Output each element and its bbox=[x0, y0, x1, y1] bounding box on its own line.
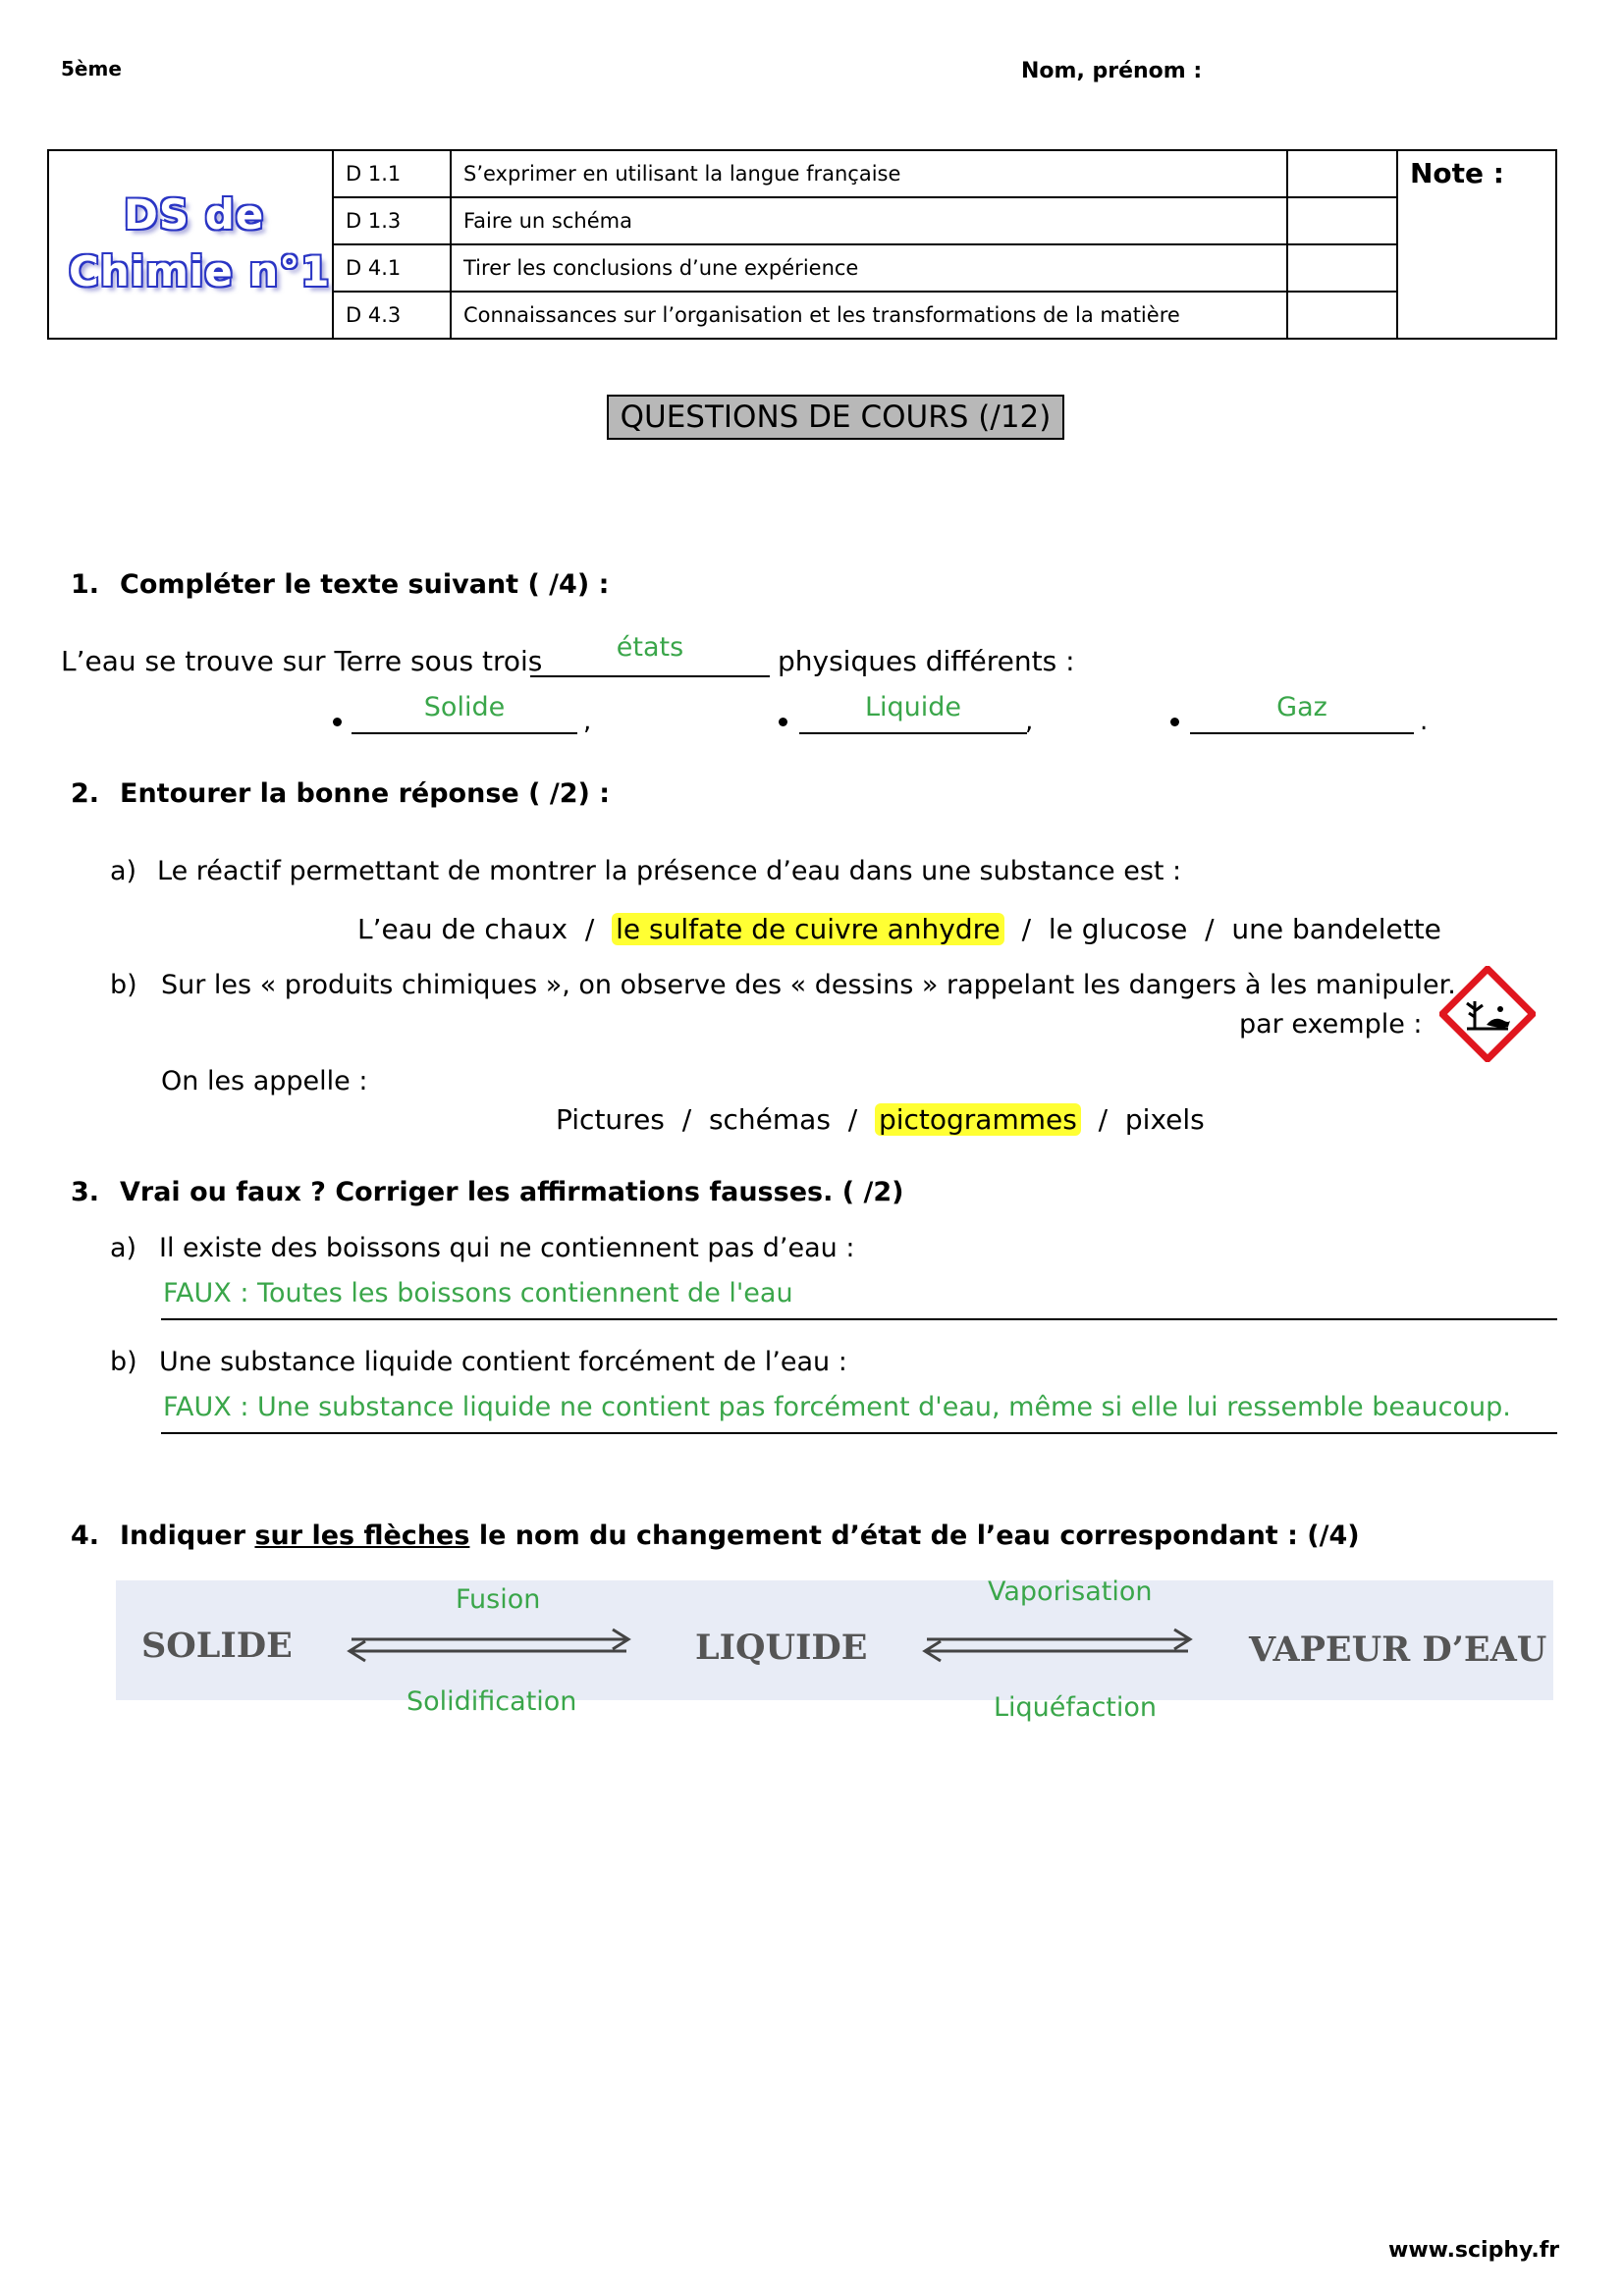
double-arrow-solid-liquid-icon bbox=[342, 1626, 636, 1665]
q1-answer-3: Gaz bbox=[1276, 692, 1327, 722]
q1-number: 1. bbox=[71, 569, 100, 600]
q1-sentence-start: L’eau se trouve sur Terre sous trois bbox=[61, 645, 543, 677]
q3b-answer-line bbox=[161, 1432, 1557, 1434]
q3a-answer-line bbox=[161, 1318, 1557, 1320]
q2b-option-selected[interactable]: pictogrammes bbox=[875, 1103, 1081, 1136]
q4-title bbox=[120, 1521, 1360, 1551]
q3b-text: Une substance liquide contient forcément de l’eau : bbox=[159, 1347, 847, 1377]
competency-score-cell[interactable] bbox=[1287, 150, 1397, 197]
q4-title-suffix: le nom du changement d’état de l’eau correspondant : (/4) bbox=[478, 1521, 1360, 1551]
competency-score-cell[interactable] bbox=[1287, 197, 1397, 244]
state-vapour: VAPEUR D’EAU bbox=[1249, 1629, 1547, 1670]
state-liquid: LIQUIDE bbox=[695, 1628, 868, 1668]
q2b-text: Sur les « produits chimiques », on observe des « dessins » rappelant les dangers à les manipuler. bbox=[161, 970, 1456, 1000]
q1-answer-blank-3[interactable] bbox=[1190, 692, 1414, 734]
q2b-option[interactable]: schémas bbox=[708, 1103, 831, 1136]
q1-answer-states: états bbox=[616, 632, 684, 663]
q2-title: Entourer la bonne réponse ( /2) : bbox=[120, 778, 611, 809]
q2a-label: a) bbox=[110, 856, 137, 886]
section-title: QUESTIONS DE COURS (/12) bbox=[607, 395, 1064, 440]
name-label: Nom, prénom : bbox=[1021, 59, 1203, 83]
q2a-text: Le réactif permettant de montrer la présence d’eau dans une substance est : bbox=[157, 856, 1182, 886]
logo-line-2: Chimie n°1 bbox=[69, 247, 331, 295]
q4-title-underlined: sur les flèches bbox=[254, 1521, 470, 1551]
bullet bbox=[779, 718, 787, 726]
competency-label: S’exprimer en utilisant la langue française bbox=[451, 150, 1287, 197]
label-vaporisation[interactable]: Vaporisation bbox=[988, 1576, 1153, 1607]
label-fusion[interactable]: Fusion bbox=[456, 1584, 541, 1615]
competency-code: D 1.3 bbox=[333, 197, 451, 244]
competency-code: D 1.1 bbox=[333, 150, 451, 197]
comma: , bbox=[1025, 707, 1034, 736]
q2-number: 2. bbox=[71, 778, 100, 809]
competency-code: D 4.3 bbox=[333, 292, 451, 339]
q3a-answer[interactable]: FAUX : Toutes les boissons contiennent de l'eau bbox=[163, 1278, 793, 1308]
double-arrow-liquid-vapour-icon bbox=[917, 1626, 1198, 1665]
q2a-option[interactable]: une bandelette bbox=[1231, 913, 1441, 945]
label-solidification[interactable]: Solidification bbox=[406, 1686, 577, 1717]
q3b-label: b) bbox=[110, 1347, 137, 1377]
bullet bbox=[1170, 718, 1179, 726]
q1-answer-2: Liquide bbox=[864, 692, 962, 722]
q3-title: Vrai ou faux ? Corriger les affirmations fausses. ( /2) bbox=[120, 1177, 904, 1207]
q1-answer-blank-states[interactable] bbox=[530, 632, 770, 677]
note-cell[interactable] bbox=[1397, 150, 1556, 339]
q1-answer-blank-1[interactable] bbox=[352, 692, 577, 734]
logo-cell bbox=[48, 150, 333, 339]
competency-code: D 4.1 bbox=[333, 244, 451, 292]
footer-website[interactable]: www.sciphy.fr bbox=[1388, 2238, 1560, 2263]
q2b-label: b) bbox=[110, 970, 137, 1000]
q2b-option[interactable]: pixels bbox=[1124, 1103, 1205, 1136]
q2b-options: Pictures / schémas / pictogrammes / pixels bbox=[556, 1103, 1205, 1136]
q2a-option-selected[interactable]: le sulfate de cuivre anhydre bbox=[612, 913, 1004, 945]
period: . bbox=[1420, 707, 1429, 736]
class-level: 5ème bbox=[61, 57, 122, 80]
q2a-options: L’eau de chaux / le sulfate de cuivre anhydre / le glucose / une bandelette bbox=[357, 913, 1441, 945]
q2b-option[interactable]: Pictures bbox=[556, 1103, 665, 1136]
logo-line-1: DS de bbox=[124, 190, 265, 239]
q2a-option[interactable]: L’eau de chaux bbox=[357, 913, 568, 945]
competency-table bbox=[47, 149, 1557, 340]
competency-score-cell[interactable] bbox=[1287, 244, 1397, 292]
q1-answer-blank-2[interactable] bbox=[799, 692, 1027, 734]
state-solid: SOLIDE bbox=[141, 1626, 293, 1666]
bullet bbox=[333, 718, 342, 726]
note-label: Note : bbox=[1410, 157, 1504, 189]
environment-hazard-pictogram-icon bbox=[1439, 966, 1536, 1062]
q4-number: 4. bbox=[71, 1521, 100, 1551]
q3a-text: Il existe des boissons qui ne contiennent pas d’eau : bbox=[159, 1233, 855, 1263]
competency-label: Tirer les conclusions d’une expérience bbox=[451, 244, 1287, 292]
q2b-call: On les appelle : bbox=[161, 1066, 368, 1096]
q1-title: Compléter le texte suivant ( /4) : bbox=[120, 569, 610, 600]
comma: , bbox=[583, 707, 592, 736]
competency-score-cell[interactable] bbox=[1287, 292, 1397, 339]
q4-title-prefix: Indiquer bbox=[120, 1521, 246, 1551]
competency-label: Faire un schéma bbox=[451, 197, 1287, 244]
q2b-example-label: par exemple : bbox=[1239, 1009, 1423, 1040]
q3a-label: a) bbox=[110, 1233, 137, 1263]
q2a-option[interactable]: le glucose bbox=[1048, 913, 1188, 945]
label-liquefaction[interactable]: Liquéfaction bbox=[994, 1692, 1158, 1723]
q1-sentence-end: physiques différents : bbox=[778, 645, 1075, 677]
q3b-answer[interactable]: FAUX : Une substance liquide ne contient pas forcément d'eau, même si elle lui ressemble beaucoup. bbox=[163, 1392, 1511, 1422]
competency-label: Connaissances sur l’organisation et les transformations de la matière bbox=[451, 292, 1287, 339]
q1-answer-1: Solide bbox=[423, 692, 506, 722]
q3-number: 3. bbox=[71, 1177, 100, 1207]
